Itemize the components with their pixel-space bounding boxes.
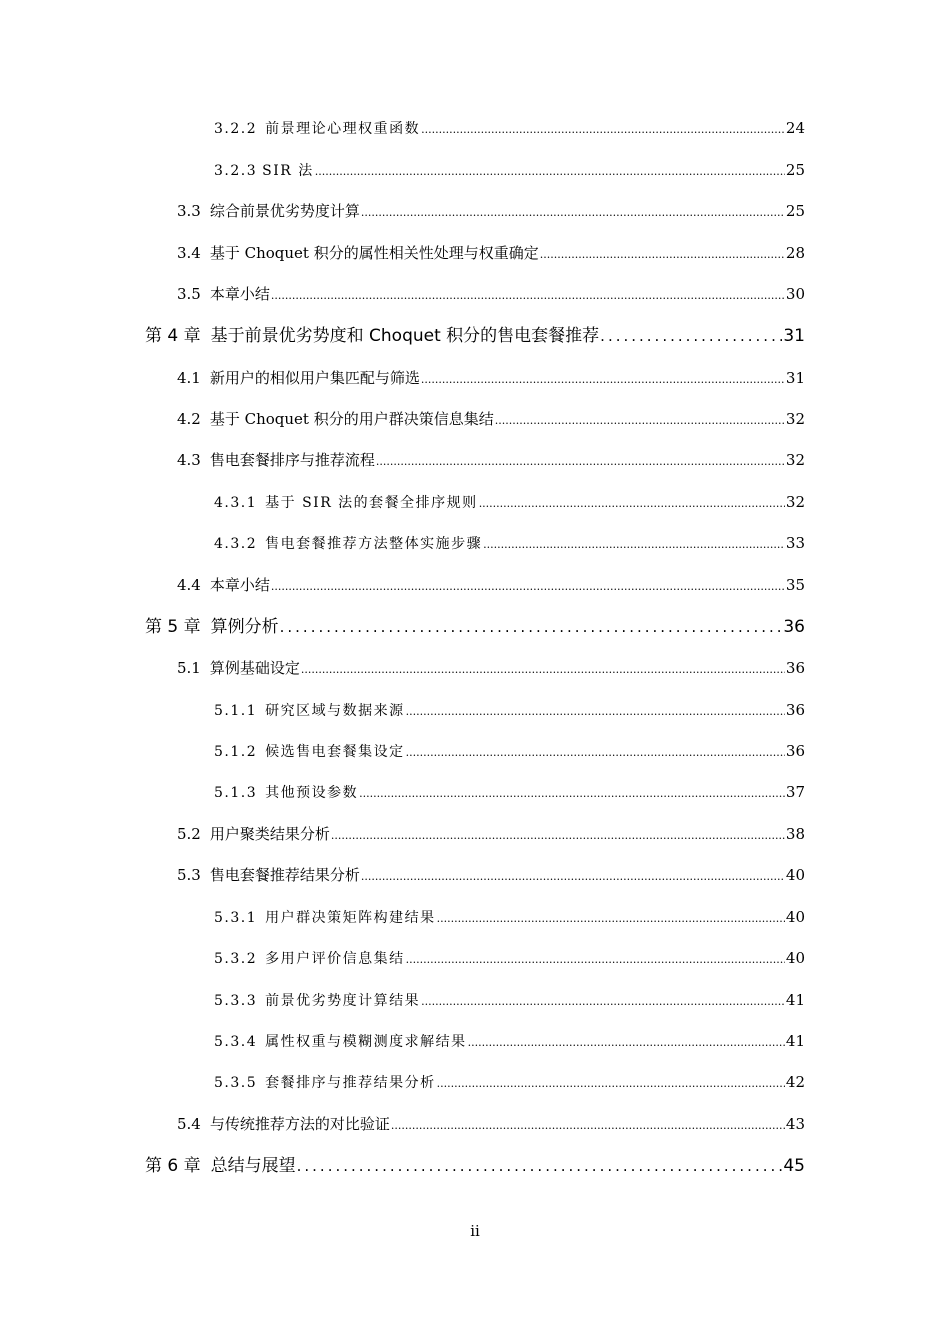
- toc-entry-5-3-5[interactable]: [214, 1071, 805, 1093]
- toc-entry-number: 5.4: [177, 1115, 201, 1133]
- toc-entry-3-5[interactable]: [177, 283, 805, 305]
- toc-entry-number: 4.3.2: [214, 536, 258, 552]
- toc-entry-page: 30: [785, 285, 805, 303]
- toc-entry-title: 售电套餐推荐结果分析: [209, 866, 360, 884]
- toc-entry-number: 5.3.4: [214, 1034, 258, 1050]
- toc-entry-5-1-2[interactable]: [214, 740, 805, 762]
- toc-entry-number: 5.1: [177, 659, 201, 677]
- toc-leader-dots: [301, 659, 785, 681]
- toc-entry-5-3-2[interactable]: [214, 947, 805, 969]
- toc-chapter-4[interactable]: [145, 324, 805, 348]
- toc-leader-dots: [600, 324, 782, 348]
- toc-entry-3-2-2[interactable]: [214, 117, 805, 139]
- toc-entry-4-2[interactable]: [177, 408, 805, 430]
- toc-entry-title: 基于 Choquet 积分的属性相关性处理与权重确定: [209, 244, 539, 262]
- toc-chapter-title: 总结与展望: [210, 1156, 296, 1176]
- toc-entry-page: 36: [785, 659, 805, 677]
- toc-entry-3-3[interactable]: [177, 200, 805, 222]
- toc-entry-page: 38: [785, 825, 805, 843]
- toc-chapter-page: 45: [783, 1156, 805, 1176]
- toc-entry-title: SIR 法: [262, 163, 314, 179]
- toc-entry-page: 41: [785, 1032, 805, 1050]
- toc-entry-title: 用户聚类结果分析: [209, 825, 330, 843]
- toc-entry-page: 32: [785, 493, 805, 511]
- toc-leader-dots: [468, 1032, 785, 1054]
- toc-entry-number: 5.2: [177, 825, 201, 843]
- toc-leader-dots: [376, 451, 785, 473]
- toc-entry-page: 32: [785, 410, 805, 428]
- toc-entry-page: 32: [785, 451, 805, 469]
- toc-leader-dots: [479, 493, 785, 515]
- toc-entry-3-2-3[interactable]: [214, 159, 805, 181]
- toc-entry-4-3-1[interactable]: [214, 491, 805, 513]
- toc-leader-dots: [280, 615, 783, 639]
- toc-entry-title: 售电套餐排序与推荐流程: [209, 451, 375, 469]
- toc-chapter-6[interactable]: [145, 1154, 805, 1178]
- toc-entry-number: 3.3: [177, 202, 201, 220]
- toc-leader-dots: [406, 949, 785, 971]
- toc-entry-number: 5.3.5: [214, 1075, 258, 1091]
- toc-entry-number: 5.3.2: [214, 951, 258, 967]
- toc-entry-4-3[interactable]: [177, 449, 805, 471]
- toc-leader-dots: [297, 1154, 783, 1178]
- toc-entry-title: 其他预设参数: [265, 785, 359, 801]
- toc-entry-page: 33: [785, 534, 805, 552]
- toc-entry-page: 35: [785, 576, 805, 594]
- toc-entry-page: 28: [785, 244, 805, 262]
- toc-entry-5-1-3[interactable]: [214, 781, 805, 803]
- toc-leader-dots: [359, 783, 785, 805]
- toc-entry-number: 4.2: [177, 410, 201, 428]
- toc-leader-dots: [391, 1115, 785, 1137]
- toc-entry-number: 5.3: [177, 866, 201, 884]
- toc-entry-5-2[interactable]: [177, 823, 805, 845]
- toc-entry-title: 与传统推荐方法的对比验证: [209, 1115, 390, 1133]
- toc-entry-page: 40: [785, 866, 805, 884]
- page-number: ii: [470, 1222, 480, 1240]
- toc-entry-page: 42: [785, 1073, 805, 1091]
- toc-leader-dots: [540, 244, 785, 266]
- toc-entry-page: 40: [785, 908, 805, 926]
- toc-leader-dots: [437, 1073, 785, 1095]
- toc-chapter-number: 第 4 章: [145, 326, 201, 346]
- toc-entry-number: 5.1.1: [214, 703, 258, 719]
- toc-entry-page: 36: [785, 742, 805, 760]
- toc-entry-number: 4.4: [177, 576, 201, 594]
- toc-leader-dots: [315, 161, 785, 183]
- toc-entry-page: 37: [785, 783, 805, 801]
- toc-entry-title: 多用户评价信息集结: [265, 951, 405, 967]
- toc-leader-dots: [495, 410, 785, 432]
- toc-entry-5-1[interactable]: [177, 657, 805, 679]
- toc-entry-title: 套餐排序与推荐结果分析: [265, 1075, 436, 1091]
- toc-leader-dots: [271, 576, 785, 598]
- toc-entry-page: 43: [785, 1115, 805, 1133]
- toc-entry-title: 研究区域与数据来源: [265, 703, 405, 719]
- toc-entry-number: 5.3.3: [214, 993, 258, 1009]
- toc-entry-number: 5.1.2: [214, 744, 258, 760]
- toc-chapter-number: 第 6 章: [145, 1156, 201, 1176]
- toc-entry-4-4[interactable]: [177, 574, 805, 596]
- toc-entry-number: 4.1: [177, 369, 201, 387]
- toc-leader-dots: [421, 369, 785, 391]
- toc-entry-5-3-4[interactable]: [214, 1030, 805, 1052]
- toc-leader-dots: [421, 119, 785, 141]
- toc-leader-dots: [406, 701, 785, 723]
- toc-entry-number: 3.2.3: [214, 163, 258, 179]
- toc-entry-title: 属性权重与模糊测度求解结果: [265, 1034, 467, 1050]
- toc-entry-page: 24: [785, 119, 805, 137]
- toc-leader-dots: [271, 285, 785, 307]
- toc-entry-title: 算例基础设定: [209, 659, 300, 677]
- toc-leader-dots: [483, 534, 785, 556]
- toc-chapter-page: 31: [783, 326, 805, 346]
- toc-entry-page: 41: [785, 991, 805, 1009]
- toc-chapter-5[interactable]: [145, 615, 805, 639]
- toc-entry-number: 3.2.2: [214, 121, 258, 137]
- toc-entry-title: 本章小结: [209, 576, 270, 594]
- toc-entry-4-3-2[interactable]: [214, 532, 805, 554]
- toc-entry-title: 综合前景优劣势度计算: [209, 202, 360, 220]
- toc-leader-dots: [437, 908, 785, 930]
- toc-entry-page: 36: [785, 701, 805, 719]
- toc-entry-number: 3.5: [177, 285, 201, 303]
- toc-entry-4-1[interactable]: [177, 367, 805, 389]
- toc-leader-dots: [361, 202, 785, 224]
- toc-entry-5-3-1[interactable]: [214, 906, 805, 928]
- toc-entry-title: 售电套餐推荐方法整体实施步骤: [265, 536, 483, 552]
- toc-entry-title: 基于 SIR 法的套餐全排序规则: [265, 495, 478, 511]
- toc-leader-dots: [421, 991, 785, 1013]
- toc-entry-page: 40: [785, 949, 805, 967]
- toc-leader-dots: [406, 742, 785, 764]
- toc-chapter-page: 36: [783, 617, 805, 637]
- toc-entry-5-4[interactable]: [177, 1113, 805, 1135]
- toc-entry-5-3[interactable]: [177, 864, 805, 886]
- toc-entry-page: 25: [785, 202, 805, 220]
- toc-entry-5-3-3[interactable]: [214, 989, 805, 1011]
- toc-entry-title: 基于 Choquet 积分的用户群决策信息集结: [209, 410, 494, 428]
- toc-entry-number: 5.3.1: [214, 910, 258, 926]
- toc-entry-3-4[interactable]: [177, 242, 805, 264]
- toc-entry-page: 31: [785, 369, 805, 387]
- toc-entry-title: 本章小结: [209, 285, 270, 303]
- toc-entry-title: 前景理论心理权重函数: [265, 121, 421, 137]
- toc-entry-number: 4.3: [177, 451, 201, 469]
- toc-entry-title: 候选售电套餐集设定: [265, 744, 405, 760]
- toc-chapter-title: 基于前景优劣势度和 Choquet 积分的售电套餐推荐: [210, 326, 600, 346]
- toc-entry-title: 新用户的相似用户集匹配与筛选: [209, 369, 420, 387]
- toc-entry-5-1-1[interactable]: [214, 699, 805, 721]
- toc-chapter-title: 算例分析: [210, 617, 279, 637]
- toc-entry-number: 4.3.1: [214, 495, 258, 511]
- toc-leader-dots: [361, 866, 785, 888]
- toc-entry-number: 3.4: [177, 244, 201, 262]
- toc-leader-dots: [331, 825, 785, 847]
- toc-entry-page: 25: [785, 161, 805, 179]
- toc-entry-title: 前景优劣势度计算结果: [265, 993, 421, 1009]
- toc-chapter-number: 第 5 章: [145, 617, 201, 637]
- toc-entry-number: 5.1.3: [214, 785, 258, 801]
- toc-entry-title: 用户群决策矩阵构建结果: [265, 910, 436, 926]
